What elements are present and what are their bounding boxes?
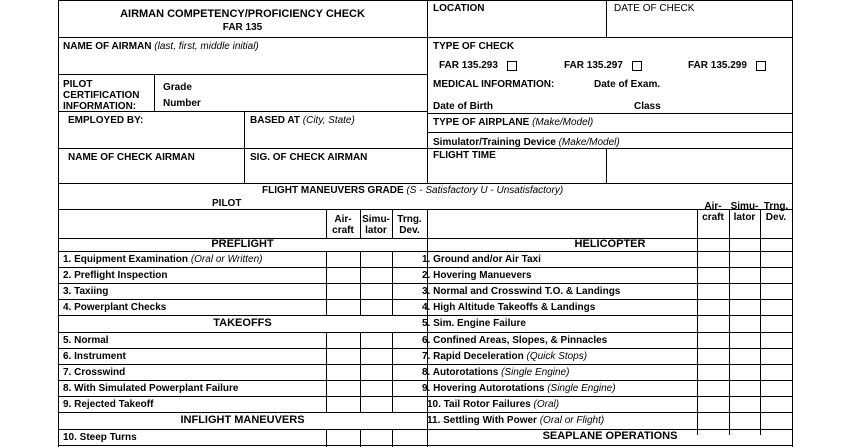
left-item: 7. Crosswind [63,367,126,378]
far-option-2-checkbox[interactable] [632,61,642,71]
form-subtitle: FAR 135 [222,22,263,33]
grade-cell[interactable] [327,252,359,266]
right-item: 6. Confined Areas, Slopes, & Pinnacles [422,335,608,346]
date-of-exam-field[interactable] [660,76,791,90]
left-item: 10. Steep Turns [63,432,137,443]
employed-by-label: EMPLOYED BY: [68,115,144,126]
preflight-title: PREFLIGHT [211,238,274,250]
helicopter-title: HELICOPTER [574,238,646,250]
right-item: 1. Ground and/or Air Taxi [422,254,541,265]
location-field[interactable] [428,1,605,37]
grade-cell[interactable] [393,252,426,266]
grade-field[interactable] [200,76,426,92]
right-item: 2. Hovering Manuevers [422,270,532,281]
right-item: 8. Autorotations (Single Engine) [422,367,570,378]
grade-cell[interactable] [730,252,759,266]
date-of-check-field[interactable] [607,1,792,37]
left-item: 8. With Simulated Powerplant Failure [63,383,239,394]
date-of-birth-field[interactable] [495,96,625,112]
col-simulator-header: Simu- lator [362,214,390,236]
airman-name-field[interactable] [59,50,426,73]
left-item: 3. Taxiing [63,286,109,297]
col-simulator-header-right: Simu- lator [730,201,759,223]
sig-check-airman-field[interactable] [245,163,426,182]
left-item: 4. Powerplant Checks [63,302,167,313]
type-of-airplane-label: TYPE OF AIRPLANE (Make/Model) [433,117,594,128]
flight-time-label: FLIGHT TIME [433,150,496,161]
class-field[interactable] [662,96,791,112]
left-item: 5. Normal [63,335,109,346]
simulator-label: Simulator/Training Device (Make/Model) [433,137,620,148]
number-field[interactable] [210,93,426,110]
inflight-title: INFLIGHT MANEUVERS [180,414,305,426]
col-aircraft-header: Air- craft [332,214,354,236]
number-label: Number [163,98,201,109]
right-item: 7. Rapid Deceleration (Quick Stops) [422,351,588,362]
class-label: Class [634,101,661,112]
location-label: LOCATION [433,3,485,14]
right-item: 5. Sim. Engine Failure [422,318,526,329]
far-option-2-label: FAR 135.297 [564,60,623,71]
grade-label: Grade [163,82,192,93]
pilot-column-title: PILOT [212,198,242,209]
sig-check-airman-label: SIG. OF CHECK AIRMAN [250,152,368,163]
grade-cell[interactable] [361,252,391,266]
col-aircraft-header-right: Air- craft [702,201,724,223]
seaplane-title: SEAPLANE OPERATIONS [542,430,678,442]
form-title: AIRMAN COMPETENCY/PROFICIENCY CHECK [120,8,365,20]
right-item: 3. Normal and Crosswind T.O. & Landings [422,286,621,297]
check-airman-field[interactable] [59,163,243,182]
right-item: 10. Tail Rotor Failures (Oral) [427,399,560,410]
col-training-device-header: Trng. Dev. [397,214,422,236]
check-airman-label: NAME OF CHECK AIRMAN [68,152,195,163]
left-item: 9. Rejected Takeoff [63,399,154,410]
left-item: 2. Preflight Inspection [63,270,168,281]
right-item: 11. Settling With Power (Oral or Flight) [427,415,605,426]
based-at-field[interactable] [245,126,426,147]
left-item: 1. Equipment Examination (Oral or Written) [63,254,263,265]
medical-info-label: MEDICAL INFORMATION: [433,79,555,90]
grade-cell[interactable] [761,252,791,266]
pilot-cert-label: PILOT CERTIFICATION INFORMATION: [63,79,140,112]
maneuvers-grade-title: FLIGHT MANEUVERS GRADE (S - Satisfactory U - Unsatisfactory) [262,185,564,196]
far-option-1-checkbox[interactable] [507,61,517,71]
right-item: 4. High Altitude Takeoffs & Landings [422,302,596,313]
grade-cell[interactable] [698,252,728,266]
far-option-3-checkbox[interactable] [756,61,766,71]
left-item: 6. Instrument [63,351,126,362]
simulator-field[interactable] [630,133,791,147]
takeoffs-title: TAKEOFFS [213,317,272,329]
based-at-label: BASED AT (City, State) [250,115,355,126]
right-item: 9. Hovering Autorotations (Single Engine) [422,383,616,394]
date-of-birth-label: Date of Birth [433,101,493,112]
flight-time-field[interactable] [607,149,791,182]
far-option-1-label: FAR 135.293 [439,60,498,71]
type-of-airplane-field[interactable] [600,114,791,131]
date-of-exam-label: Date of Exam. [594,79,661,90]
date-of-check-label: DATE OF CHECK [614,3,695,14]
type-of-check-label: TYPE OF CHECK [433,41,515,52]
airman-name-label: NAME OF AIRMAN (last, first, middle initial) [63,41,259,52]
far-option-3-label: FAR 135.299 [688,60,747,71]
col-training-device-header-right: Trng. Dev. [763,201,789,223]
employed-by-field[interactable] [59,126,243,147]
